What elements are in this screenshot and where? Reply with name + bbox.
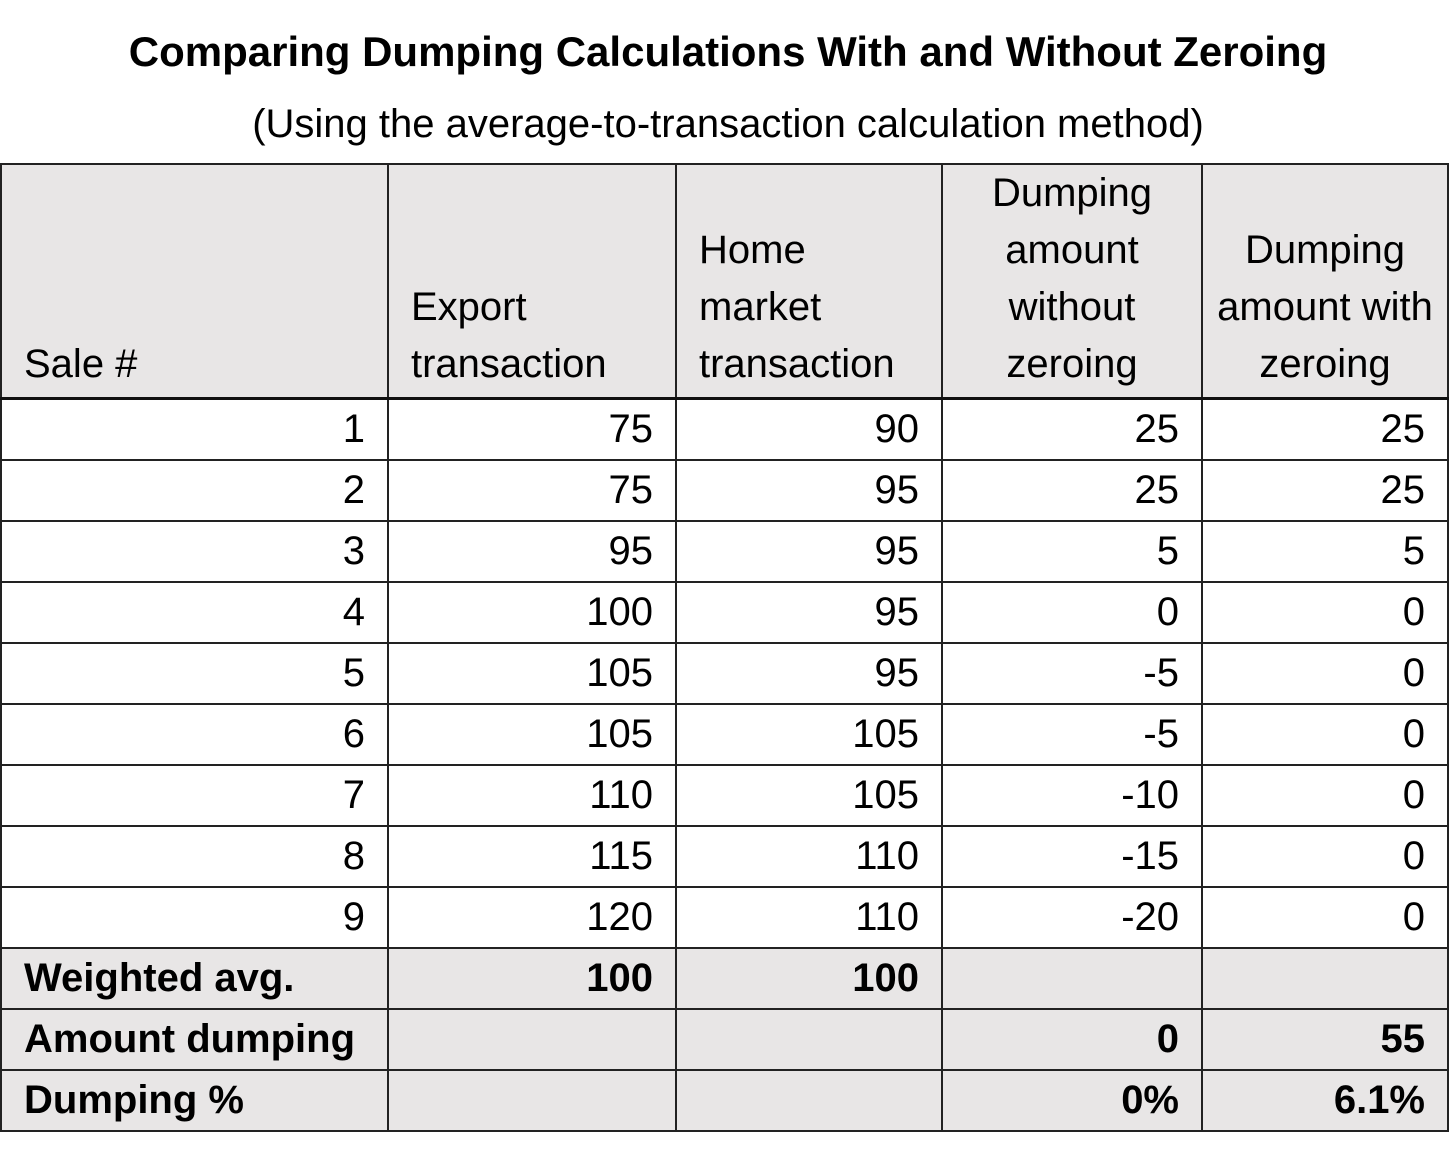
cell-home: 95: [676, 582, 942, 643]
summary-with-zeroing: 55: [1202, 1009, 1448, 1070]
table-row: [1, 826, 1448, 887]
cell-home: 95: [676, 643, 942, 704]
cell-without-zeroing: -10: [942, 765, 1202, 826]
summary-row-amount-dumping: [1, 1009, 1448, 1070]
header-dumping-with-zeroing: Dumping amount with zeroing: [1202, 164, 1448, 399]
cell-with-zeroing: 0: [1202, 826, 1448, 887]
cell-without-zeroing: -15: [942, 826, 1202, 887]
cell-without-zeroing: 0: [942, 582, 1202, 643]
summary-home: 100: [676, 948, 942, 1009]
summary-export: [388, 1009, 676, 1070]
summary-with-zeroing: [1202, 948, 1448, 1009]
summary-label: Weighted avg.: [1, 948, 388, 1009]
cell-export: 105: [388, 704, 676, 765]
cell-with-zeroing: 0: [1202, 643, 1448, 704]
table-title: Comparing Dumping Calculations With and Without Zeroing: [128, 28, 1328, 75]
summary-row-weighted-avg: [1, 948, 1448, 1009]
cell-home: 105: [676, 765, 942, 826]
cell-without-zeroing: -20: [942, 887, 1202, 948]
cell-home: 110: [676, 887, 942, 948]
cell-export: 105: [388, 643, 676, 704]
summary-export: [388, 1070, 676, 1131]
summary-with-zeroing: 6.1%: [1202, 1070, 1448, 1131]
summary-home: [676, 1070, 942, 1131]
cell-home: 95: [676, 521, 942, 582]
header-sale-number: Sale #: [1, 164, 388, 399]
cell-sale-number: 4: [1, 582, 388, 643]
cell-with-zeroing: 0: [1202, 704, 1448, 765]
summary-without-zeroing: [942, 948, 1202, 1009]
cell-home: 110: [676, 826, 942, 887]
cell-export: 120: [388, 887, 676, 948]
cell-home: 90: [676, 399, 942, 461]
summary-row-dumping-percent: [1, 1070, 1448, 1131]
cell-without-zeroing: -5: [942, 704, 1202, 765]
summary-export: 100: [388, 948, 676, 1009]
cell-sale-number: 1: [1, 399, 388, 461]
cell-with-zeroing: 25: [1202, 460, 1448, 521]
summary-label: Amount dumping: [1, 1009, 388, 1070]
table-row: [1, 765, 1448, 826]
cell-without-zeroing: -5: [942, 643, 1202, 704]
cell-with-zeroing: 0: [1202, 887, 1448, 948]
dumping-table: [0, 163, 1449, 1132]
cell-without-zeroing: 5: [942, 521, 1202, 582]
summary-label: Dumping %: [1, 1070, 388, 1131]
cell-export: 110: [388, 765, 676, 826]
cell-sale-number: 9: [1, 887, 388, 948]
cell-home: 95: [676, 460, 942, 521]
cell-without-zeroing: 25: [942, 399, 1202, 461]
cell-with-zeroing: 5: [1202, 521, 1448, 582]
cell-sale-number: 2: [1, 460, 388, 521]
cell-sale-number: 7: [1, 765, 388, 826]
table-row: [1, 643, 1448, 704]
cell-sale-number: 3: [1, 521, 388, 582]
cell-sale-number: 8: [1, 826, 388, 887]
cell-with-zeroing: 0: [1202, 582, 1448, 643]
header-dumping-without-zeroing: Dumping amount without zeroing: [942, 164, 1202, 399]
cell-export: 115: [388, 826, 676, 887]
cell-sale-number: 6: [1, 704, 388, 765]
cell-home: 105: [676, 704, 942, 765]
table-row: [1, 521, 1448, 582]
cell-with-zeroing: 25: [1202, 399, 1448, 461]
cell-export: 100: [388, 582, 676, 643]
table-row: [1, 399, 1448, 461]
table-body: [1, 399, 1448, 1132]
table-subtitle: (Using the average-to-transaction calculation method): [252, 102, 1204, 146]
header-home-market-transaction: Home market transaction: [676, 164, 942, 399]
cell-sale-number: 5: [1, 643, 388, 704]
header-export-transaction: Export transaction: [388, 164, 676, 399]
table-row: [1, 582, 1448, 643]
cell-without-zeroing: 25: [942, 460, 1202, 521]
cell-with-zeroing: 0: [1202, 765, 1448, 826]
table-header: [1, 164, 1448, 399]
cell-export: 75: [388, 399, 676, 461]
summary-home: [676, 1009, 942, 1070]
table-row: [1, 887, 1448, 948]
summary-without-zeroing: 0: [942, 1009, 1202, 1070]
cell-export: 95: [388, 521, 676, 582]
table-row: [1, 460, 1448, 521]
header-row: [1, 164, 1448, 399]
table-row: [1, 704, 1448, 765]
cell-export: 75: [388, 460, 676, 521]
summary-without-zeroing: 0%: [942, 1070, 1202, 1131]
